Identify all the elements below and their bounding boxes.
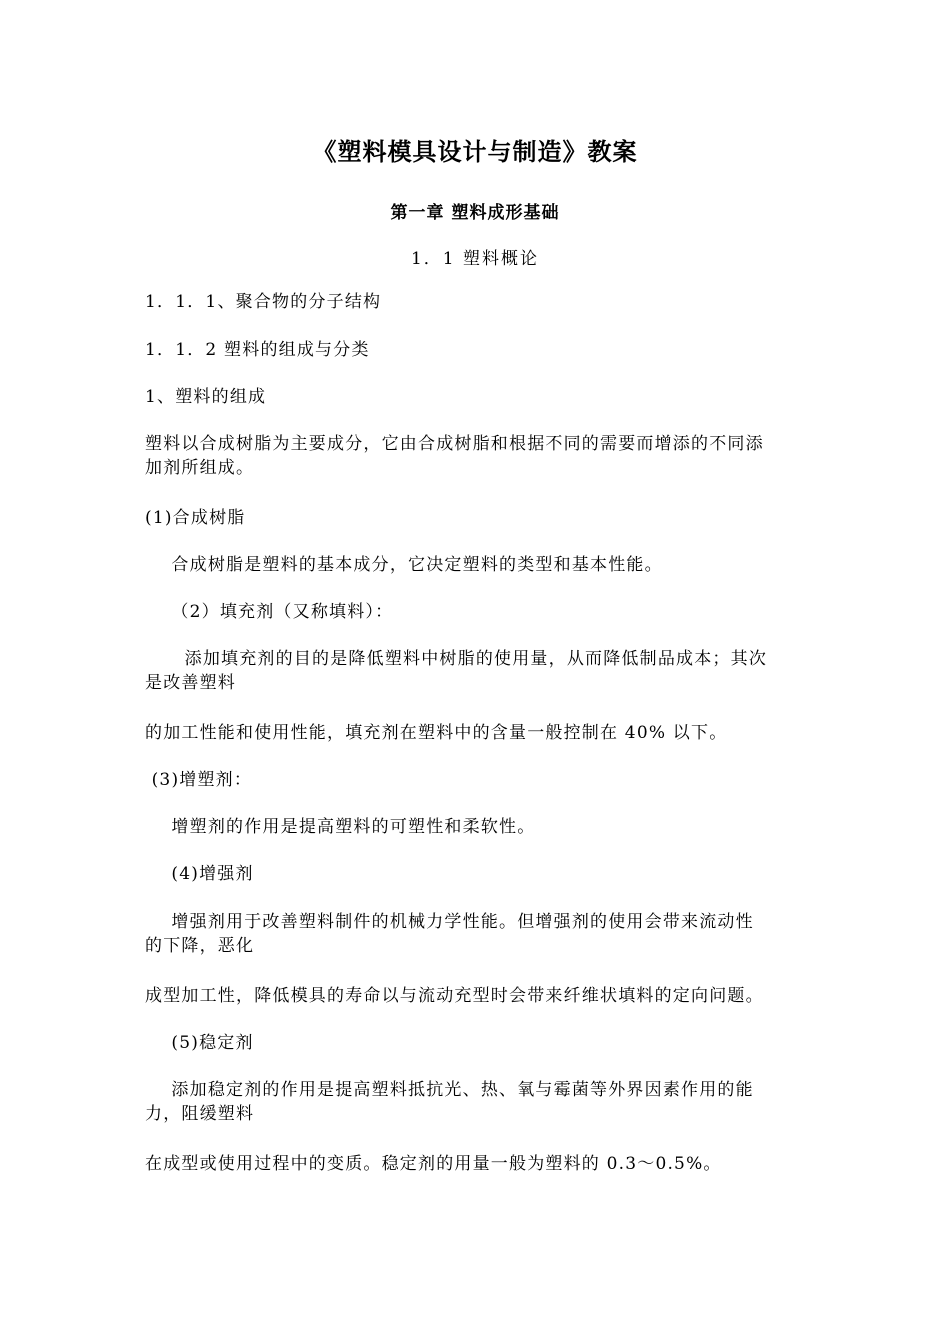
paragraph-line: 力，阻缓塑料 bbox=[145, 1104, 255, 1124]
paragraph-line: 的加工性能和使用性能，填充剂在塑料中的含量一般控制在 40% 以下。 bbox=[145, 723, 728, 743]
paragraph-line: 塑料以合成树脂为主要成分，它由合成树脂和根据不同的需要而增添的不同添 bbox=[145, 434, 764, 454]
item-heading-stabilizer: (5)稳定剂 bbox=[145, 1033, 254, 1053]
document-title: 《塑料模具设计与制造》教案 bbox=[312, 137, 638, 166]
item-heading-composition: 1、塑料的组成 bbox=[145, 387, 267, 407]
item-heading-resin: (1)合成树脂 bbox=[145, 508, 246, 528]
item-heading-plasticizer: (3)增塑剂： bbox=[145, 770, 253, 790]
paragraph-line: 是改善塑料 bbox=[145, 673, 236, 693]
paragraph-line: 添加填充剂的目的是降低塑料中树脂的使用量，从而降低制品成本；其次 bbox=[145, 649, 768, 669]
paragraph-line: 成型加工性，降低模具的寿命以与流动充型时会带来纤维状填料的定向问题。 bbox=[145, 986, 764, 1006]
subsection-heading-1-1-1: 1．1．1、聚合物的分子结构 bbox=[145, 292, 382, 312]
subsection-heading-1-1-2: 1．1．2 塑料的组成与分类 bbox=[145, 340, 370, 360]
section-heading: 1．1 塑料概论 bbox=[410, 249, 540, 269]
item-heading-filler: （2）填充剂（又称填料）： bbox=[145, 602, 394, 622]
paragraph-line: 增塑剂的作用是提高塑料的可塑性和柔软性。 bbox=[145, 817, 536, 837]
paragraph-line: 的下降，恶化 bbox=[145, 936, 255, 956]
paragraph-line: 在成型或使用过程中的变质。稳定剂的用量一般为塑料的 0.3～0.5%。 bbox=[145, 1154, 722, 1174]
item-heading-reinforcer: (4)增强剂 bbox=[145, 864, 254, 884]
paragraph-line: 合成树脂是塑料的基本成分，它决定塑料的类型和基本性能。 bbox=[145, 555, 663, 575]
paragraph-line: 增强剂用于改善塑料制件的机械力学性能。但增强剂的使用会带来流动性 bbox=[145, 912, 754, 932]
chapter-heading: 第一章 塑料成形基础 bbox=[390, 203, 560, 223]
paragraph-line: 加剂所组成。 bbox=[145, 458, 255, 478]
paragraph-line: 添加稳定剂的作用是提高塑料抵抗光、热、氧与霉菌等外界因素作用的能 bbox=[145, 1080, 754, 1100]
